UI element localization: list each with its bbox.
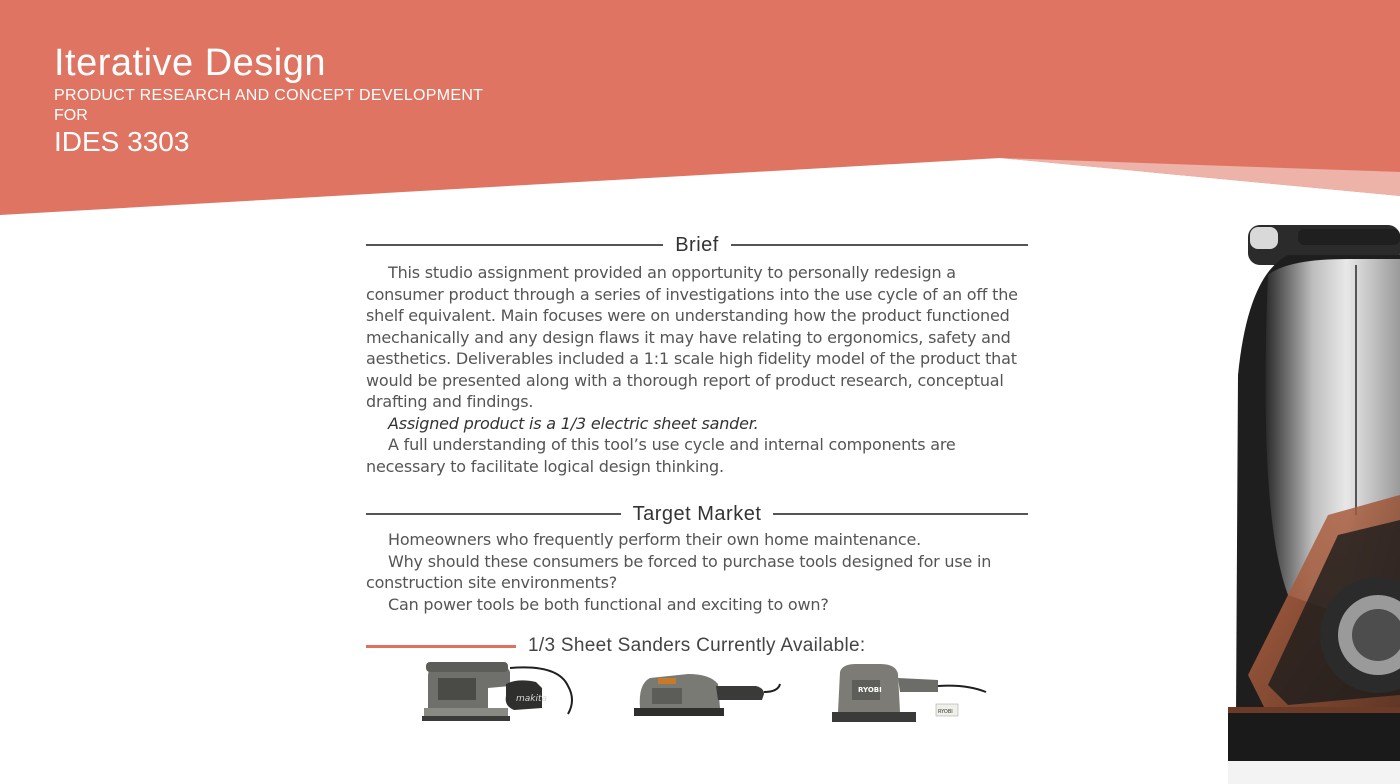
brief-paragraph: This studio assignment provided an opportunity to personally redesign a consumer product through a series of investigations into the use cycle of an off the shelf equivalent. Main focuses were on understanding how the product functioned mechanically and any design flaws it may have relating to ergonomics, safety and aesthetics. Deliverables included a 1:1 scale high fidelity model of the product that would be presented along with a thorough report of product research, conceptual drafting and findings. [366,263,1018,411]
target-market-heading: Target Market [632,502,762,525]
for-label: FOR [54,107,88,124]
main-content [366,230,1028,659]
target-market-body [366,529,1028,615]
svg-text:RYOBI: RYOBI [938,709,953,715]
divider [366,244,663,246]
market-paragraph: Can power tools be both functional and exciting to own? [388,594,829,614]
available-heading: 1/3 Sheet Sanders Currently Available: [528,635,866,656]
course-code: IDES 3303 [54,126,190,157]
svg-text:RYOBI: RYOBI [858,686,882,694]
header-text [54,40,483,158]
brief-body [366,262,1028,477]
brief-paragraph: A full understanding of this tool’s use cycle and internal components are necessary to facilitate logical design thinking. [366,435,956,476]
divider [366,513,621,515]
svg-text:makita: makita [516,694,548,704]
brief-heading-row [366,230,1028,260]
divider [773,513,1028,515]
sander-black-decker-image [628,664,788,724]
page-title: Iterative Design [54,42,327,84]
sander-makita-image [418,656,588,726]
page-subtitle: PRODUCT RESEARCH AND CONCEPT DEVELOPMENT [54,87,484,104]
target-market-heading-row [366,499,1028,529]
concept-sander-render [1228,215,1400,784]
brief-heading: Brief [675,233,719,256]
assigned-product-statement: Assigned product is a 1/3 electric sheet sander. [388,413,759,433]
market-paragraph: Homeowners who frequently perform their own home maintenance. [388,530,922,549]
divider [731,244,1028,246]
market-paragraph: Why should these consumers be forced to purchase tools designed for use in construction site environments? [366,551,992,592]
sander-ryobi-image [826,658,996,730]
accent-rule [366,645,516,648]
sander-gallery [0,650,1400,740]
